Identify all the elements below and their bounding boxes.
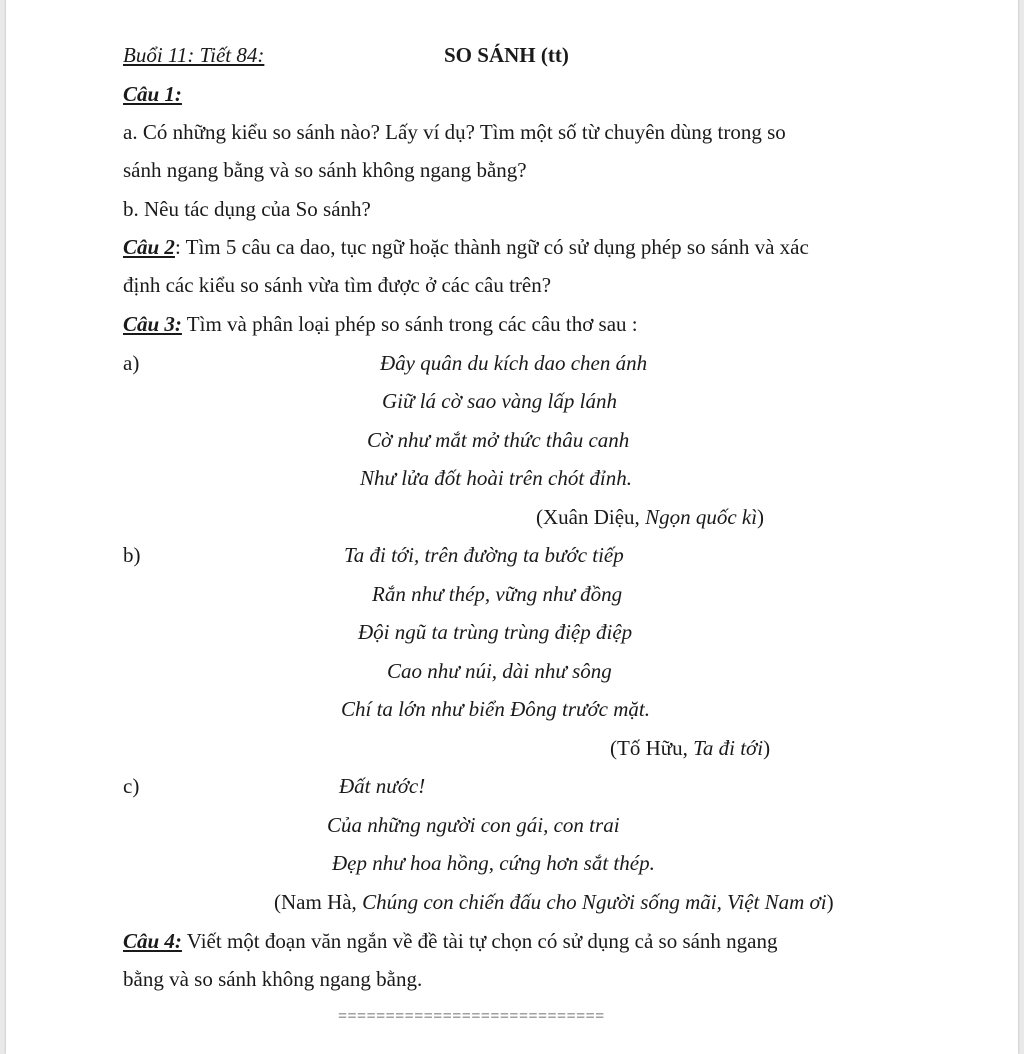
question-4-line-1 (123, 928, 778, 954)
question-1a-line-2: sánh ngang bằng và so sánh không ngang bằng? (123, 158, 527, 182)
poem-b-author: (Tố Hữu, (610, 736, 694, 760)
lesson-label: Buổi 11: Tiết 84: (123, 43, 265, 67)
poem-c-author: (Nam Hà, (274, 890, 363, 914)
question-3-line (123, 311, 638, 337)
poem-b-work: Ta đi tới (693, 736, 764, 760)
poem-b-line-4: Cao như núi, dài như sông (387, 659, 612, 683)
poem-a-marker: a) (123, 351, 140, 375)
poem-b-source (610, 735, 770, 761)
poem-c-close: ) (826, 890, 834, 914)
poem-c-marker: c) (123, 774, 140, 798)
poem-a-source (536, 504, 764, 530)
poem-c-source (274, 889, 834, 915)
question-1-label: Câu 1: (123, 82, 182, 106)
question-4-label: Câu 4: (123, 929, 182, 953)
question-4-line-2: bằng và so sánh không ngang bằng. (123, 967, 423, 991)
poem-a-work: Ngọn quốc kì (645, 505, 758, 529)
poem-b-line-1: Ta đi tới, trên đường ta bước tiếp (344, 543, 624, 567)
poem-a-line-1: Đây quân du kích dao chen ánh (380, 351, 648, 375)
poem-a-line-2: Giữ lá cờ sao vàng lấp lánh (382, 389, 617, 413)
poem-a-author: (Xuân Diệu, (536, 505, 646, 529)
document-page (6, 0, 1018, 1054)
question-1a-line-1: a. Có những kiểu so sánh nào? Lấy ví dụ? Tìm một số từ chuyên dùng trong so (123, 120, 786, 144)
poem-c-line-3: Đẹp như hoa hồng, cứng hơn sắt thép. (332, 851, 655, 875)
poem-a-close: ) (757, 505, 765, 529)
poem-a-line-4: Như lửa đốt hoài trên chót đỉnh. (360, 466, 632, 490)
poem-c-line-1: Đất nước! (339, 774, 426, 798)
poem-a-line-3: Cờ như mắt mở thức thâu canh (367, 428, 630, 452)
poem-b-close: ) (763, 736, 771, 760)
question-1b: b. Nêu tác dụng của So sánh? (123, 197, 371, 221)
question-2-label: Câu 2 (123, 235, 175, 259)
question-3-label: Câu 3: (123, 312, 182, 336)
poem-b-line-3: Đội ngũ ta trùng trùng điệp điệp (358, 620, 633, 644)
question-2-line-2: định các kiểu so sánh vừa tìm được ở các câu trên? (123, 273, 552, 297)
poem-b-line-2: Rắn như thép, vững như đồng (372, 582, 623, 606)
poem-b-marker: b) (123, 543, 141, 567)
question-2-line-1 (123, 234, 809, 260)
question-2-text: : Tìm 5 câu ca dao, tục ngữ hoặc thành ngữ có sử dụng phép so sánh và xác (174, 235, 809, 259)
question-4-text: Viết một đoạn văn ngắn về đề tài tự chọn có sử dụng cả so sánh ngang (181, 929, 778, 953)
poem-c-work: Chúng con chiến đấu cho Người sống mãi, Việt Nam ơi (362, 890, 827, 914)
page-title: SO SÁNH (tt) (444, 43, 569, 67)
poem-c-line-2: Của những người con gái, con trai (327, 813, 620, 837)
poem-b-line-5: Chí ta lớn như biển Đông trước mặt. (341, 697, 650, 721)
end-divider: ============================ (338, 1008, 605, 1025)
question-3-text: Tìm và phân loại phép so sánh trong các câu thơ sau : (181, 312, 638, 336)
